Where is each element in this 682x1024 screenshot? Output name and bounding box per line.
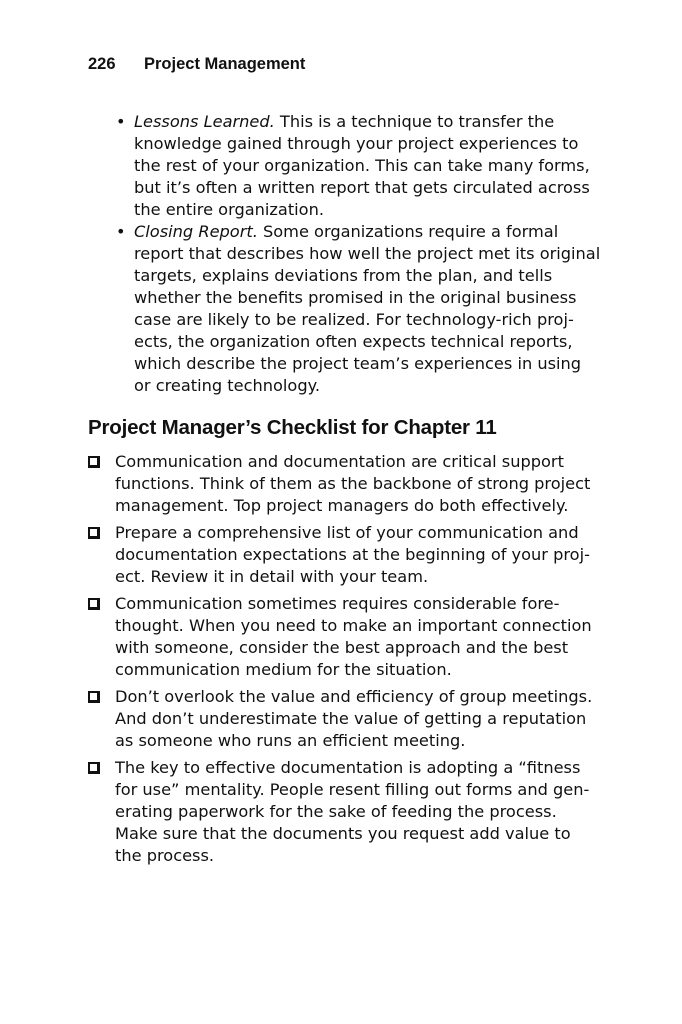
- bullet-text-line: or creating technology.: [134, 376, 321, 395]
- checklist-text-line: the process.: [115, 846, 215, 865]
- checkbox-icon: [88, 691, 100, 703]
- bullet-text-line: ects, the organization often expects technical reports,: [134, 332, 573, 351]
- bullet-term: Lessons Learned.: [134, 112, 275, 131]
- checklist-text-line: Communication and documentation are critical support: [115, 452, 564, 471]
- checklist-text-line: communication medium for the situation.: [115, 660, 452, 679]
- checkbox-icon: [88, 762, 100, 774]
- bullet-text-line: but it’s often a written report that gets circulated across: [134, 178, 590, 197]
- checklist-text-line: functions. Think of them as the backbone of strong project: [115, 474, 591, 493]
- checklist-item: [88, 686, 600, 752]
- section-heading: Project Manager’s Checklist for Chapter 11: [88, 416, 497, 439]
- bullet-text-line: whether the benefits promised in the original business: [134, 288, 577, 307]
- checklist-text-line: documentation expectations at the beginning of your proj-: [115, 545, 590, 564]
- checklist-text-line: And don’t underestimate the value of getting a reputation: [115, 709, 587, 728]
- running-head: [88, 53, 305, 75]
- bullet-dot-icon: •: [116, 112, 126, 131]
- checkbox-icon: [88, 527, 100, 539]
- running-title: Project Management: [144, 55, 306, 73]
- bullet-text-line: the entire organization.: [134, 200, 324, 219]
- checklist: [88, 451, 600, 872]
- bullet-text-line: which describe the project team’s experiences in using: [134, 354, 582, 373]
- bullet-term: Closing Report.: [134, 222, 258, 241]
- bullet-text-line: targets, explains deviations from the plan, and tells: [134, 266, 553, 285]
- checklist-text-line: Make sure that the documents you request add value to: [115, 824, 571, 843]
- checklist-item: [88, 522, 600, 588]
- checklist-text-line: erating paperwork for the sake of feeding the process.: [115, 802, 557, 821]
- bullet-text-line: knowledge gained through your project experiences to: [134, 134, 579, 153]
- bullet-text-line: Some organizations require a formal: [257, 222, 559, 241]
- checklist-text-line: ect. Review it in detail with your team.: [115, 567, 429, 586]
- checklist-text-line: The key to effective documentation is adopting a “fitness: [115, 758, 581, 777]
- checklist-text-line: for use” mentality. People resent filling out forms and gen-: [115, 780, 590, 799]
- bullet-item-lessons-learned: [114, 111, 604, 221]
- checklist-item: [88, 451, 600, 517]
- checklist-text-line: with someone, consider the best approach and the best: [115, 638, 569, 657]
- checklist-text-line: Don’t overlook the value and efficiency of group meetings.: [115, 687, 593, 706]
- checklist-text-line: management. Top project managers do both effectively.: [115, 496, 569, 515]
- checklist-text-line: as someone who runs an efficient meeting.: [115, 731, 466, 750]
- bullet-list: [114, 111, 604, 397]
- bullet-dot-icon: •: [116, 222, 126, 241]
- page-number: 226: [88, 55, 116, 73]
- bullet-text-line: the rest of your organization. This can take many forms,: [134, 156, 590, 175]
- checklist-text-line: thought. When you need to make an important connection: [115, 616, 592, 635]
- checkbox-icon: [88, 598, 100, 610]
- checklist-text-line: Communication sometimes requires considerable fore-: [115, 594, 560, 613]
- bullet-text-line: case are likely to be realized. For technology-rich proj-: [134, 310, 574, 329]
- bullet-item-closing-report: [114, 221, 604, 397]
- checkbox-icon: [88, 456, 100, 468]
- bullet-text-line: This is a technique to transfer the: [274, 112, 555, 131]
- bullet-text-line: report that describes how well the project met its original: [134, 244, 601, 263]
- checklist-text-line: Prepare a comprehensive list of your communication and: [115, 523, 579, 542]
- checklist-item: [88, 593, 600, 681]
- checklist-item: [88, 757, 600, 867]
